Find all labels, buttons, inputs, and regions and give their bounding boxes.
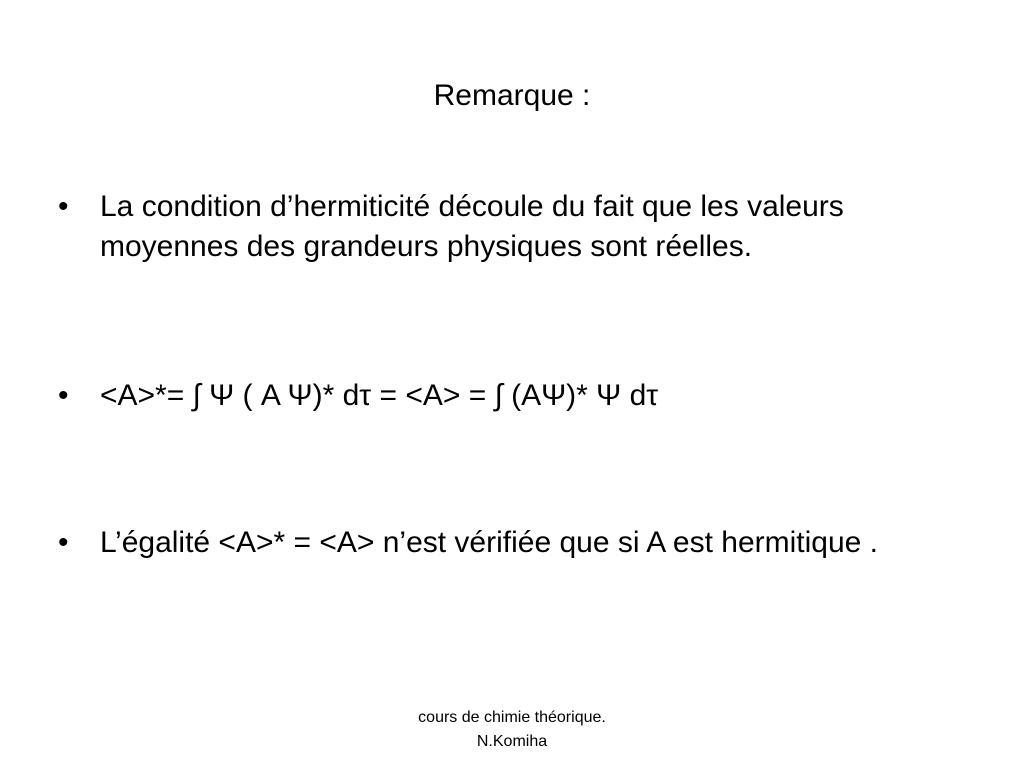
footer-author: N.Komiha: [476, 733, 548, 750]
bullet-dot-icon: •: [58, 379, 69, 412]
slide-title: Remarque :: [433, 79, 591, 112]
bullet-dot-icon: •: [58, 526, 69, 559]
bullet-text: L’égalité <A>* = <A> n’est vérifiée que si A est hermitique .: [100, 526, 878, 559]
slide-footer: [0, 706, 1024, 754]
bullet-text: La condition d’hermiticité découle du fait que les valeurs moyennes des grandeurs physiques sont réelles.: [100, 190, 844, 263]
bullet-text-equation: <A>*= ∫ Ψ ( A Ψ)* dτ = <A> = ∫ (AΨ)* Ψ dτ: [100, 379, 659, 412]
footer-course-name: cours de chimie théorique.: [418, 709, 606, 726]
bullet-dot-icon: •: [58, 190, 69, 223]
